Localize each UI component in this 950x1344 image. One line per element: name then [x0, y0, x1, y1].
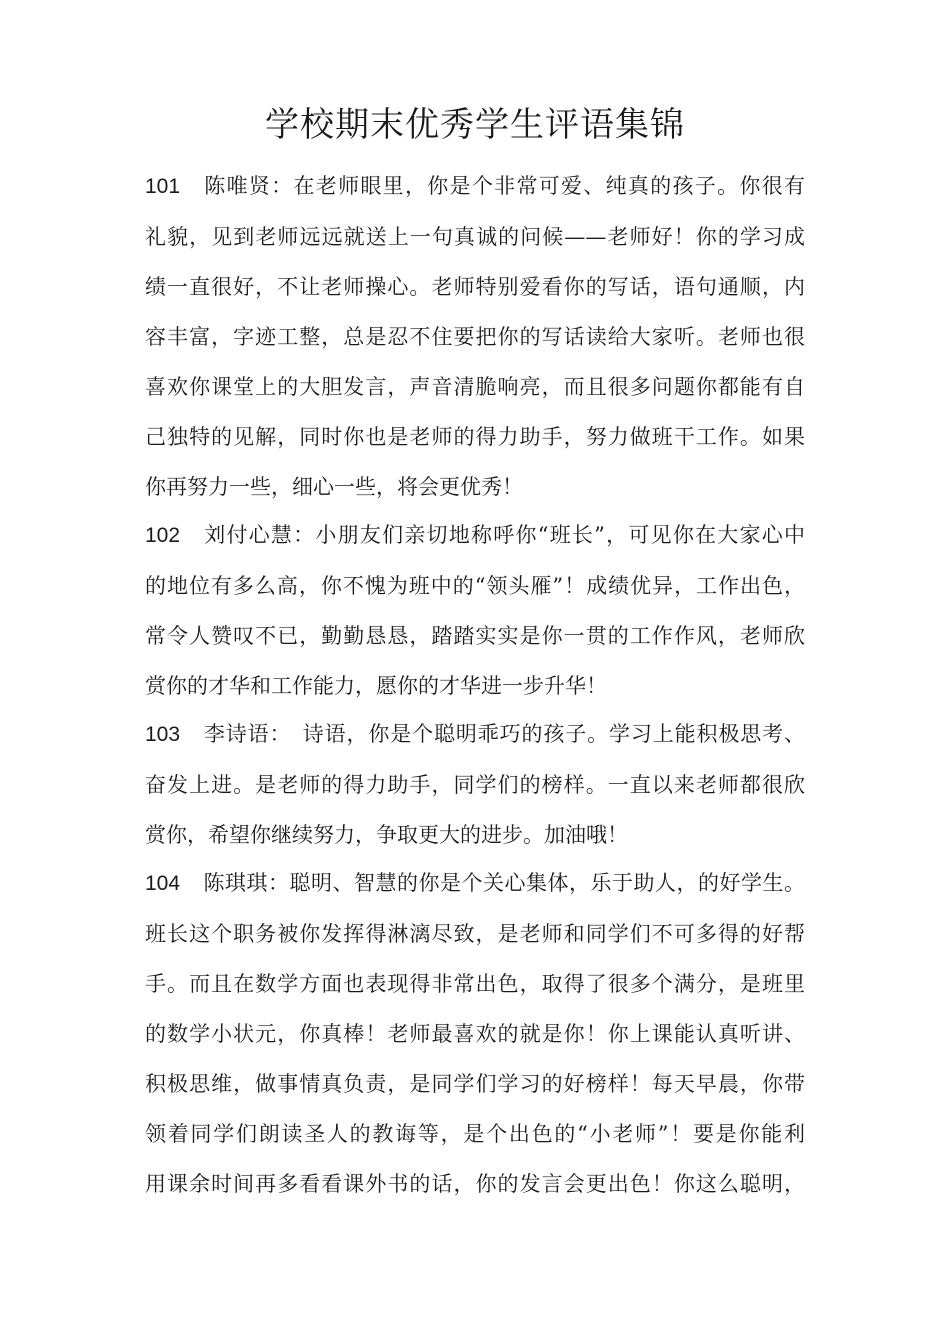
entry-103-line-3: 赏你，希望你继续努力，争取更大的进步。加油哦！: [145, 823, 628, 847]
entry-102-line-4: 赏你的才华和工作能力，愿你的才华进一步升华！: [145, 674, 607, 698]
entry-104-line-2: 班长这个职务被你发挥得淋漓尽致，是老师和同学们不可多得的好帮: [145, 922, 805, 946]
entry-number: 104: [145, 872, 181, 895]
entry-103-line-2: 奋发上进。是老师的得力助手，同学们的榜样。一直以来老师都很欣: [145, 773, 805, 797]
entry-104-line-4: 的数学小状元，你真棒！老师最喜欢的就是你！你上课能认真听讲、: [145, 1022, 805, 1046]
entry-101-line-7: 你再努力一些，细心一些，将会更优秀！: [145, 475, 523, 499]
entry-104-line-1: 104 陈琪琪：聪明、智慧的你是个关心集体，乐于助人，的好学生。: [145, 868, 805, 899]
entry-101-line-6: 己独特的见解，同时你也是老师的得力助手，努力做班干工作。如果: [145, 425, 805, 449]
document-title: 学校期末优秀学生评语集锦: [265, 105, 685, 145]
entry-104-line-5: 积极思维，做事情真负责，是同学们学习的好榜样！每天早晨，你带: [145, 1072, 805, 1096]
entry-101-line-2: 礼貌，见到老师远远就送上一句真诚的问候——老师好！你的学习成: [145, 225, 805, 249]
entry-number: 102: [145, 524, 181, 547]
entry-102-line-1: 102 刘付心慧：小朋友们亲切地称呼你“班长”，可见你在大家心中: [145, 520, 805, 551]
entry-101-line-4: 容丰富，字迹工整，总是忍不住要把你的写话读给大家听。老师也很: [145, 325, 805, 349]
entry-102-line-3: 常令人赞叹不已，勤勤恳恳，踏踏实实是你一贯的工作作风，老师欣: [145, 624, 805, 648]
entry-number: 103: [145, 723, 181, 746]
entry-101-line-1: 101 陈唯贤：在老师眼里，你是个非常可爱、纯真的孩子。你很有: [145, 171, 805, 202]
entry-104-line-3: 手。而且在数学方面也表现得非常出色，取得了很多个满分，是班里: [145, 972, 805, 996]
entry-101-line-5: 喜欢你课堂上的大胆发言，声音清脆响亮，而且很多问题你都能有自: [145, 375, 805, 399]
entry-number: 101: [145, 175, 181, 198]
entry-103-line-1: 103 李诗语： 诗语，你是个聪明乖巧的孩子。学习上能积极思考、: [145, 719, 805, 750]
entry-102-line-2: 的地位有多么高，你不愧为班中的“领头雁”！成绩优异，工作出色，: [145, 574, 805, 598]
entry-101-line-3: 绩一直很好，不让老师操心。老师特别爱看你的写话，语句通顺，内: [145, 275, 805, 299]
entry-104-line-7: 用课余时间再多看看课外书的话，你的发言会更出色！你这么聪明，: [145, 1172, 805, 1196]
entry-104-line-6: 领着同学们朗读圣人的教诲等，是个出色的“小老师”！要是你能利: [145, 1122, 805, 1146]
